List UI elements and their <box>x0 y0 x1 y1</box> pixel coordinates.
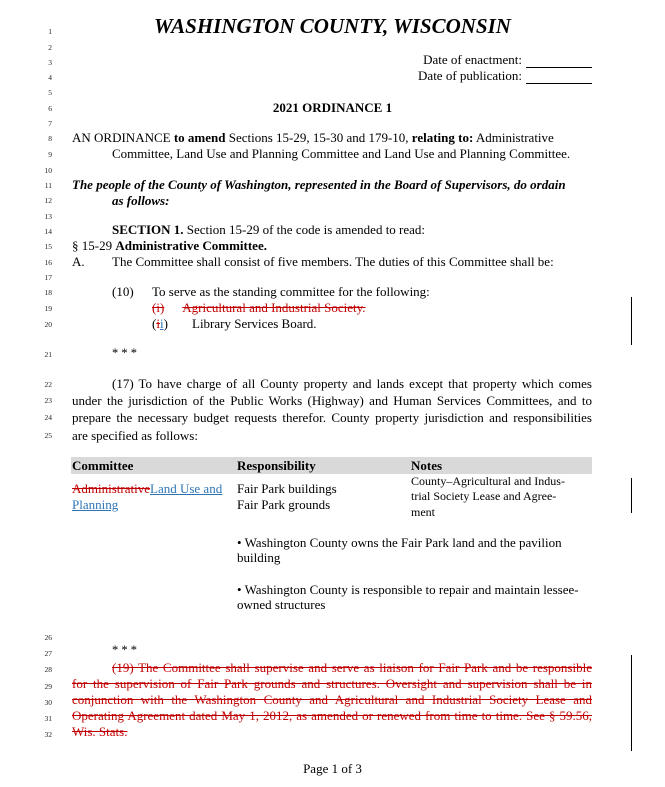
table-committee-cell <box>72 481 222 497</box>
item-17-line-4: are specified as follows: <box>72 428 198 443</box>
subsection-a-label: A. <box>72 254 85 269</box>
bullet-1-line-1: • Washington County owns the Fair Park land and the pavilion <box>237 535 562 550</box>
notes-line-3: ment <box>411 505 435 519</box>
committee-deleted: Administrative <box>72 481 150 496</box>
bullet-2-line-2: owned structures <box>237 597 326 612</box>
line-number: 30 <box>44 698 52 707</box>
page-footer: Page 1 of 3 <box>303 761 362 776</box>
notes-line-2: trial Society Lease and Agree- <box>411 489 557 503</box>
item-10-text: To serve as the standing committee for the following: <box>152 284 430 299</box>
enactment-date-row <box>423 52 592 68</box>
section-1-text: Section 15-29 of the code is amended to read: <box>183 222 426 237</box>
publication-blank <box>526 71 592 84</box>
ordain-line-1: The people of the County of Washington, represented in the Board of Supervisors, do ordain <box>72 177 566 192</box>
table-header-committee: Committee <box>72 458 134 473</box>
line-number: 27 <box>44 649 52 658</box>
table-header-responsibility: Responsibility <box>237 458 316 473</box>
line-number: 3 <box>48 58 52 67</box>
item-19-line-3: conjunction with the Washington County and Agricultural and Industrial Society Lease and <box>72 692 592 707</box>
line-number: 19 <box>44 304 52 313</box>
enactment-blank <box>526 55 592 68</box>
line-number: 7 <box>48 119 52 128</box>
item-17-line-3: prepare the necessary budget requests therefor. County property jurisdiction and responsibilities <box>72 410 592 425</box>
intro-mid: Sections 15-29, 15-30 and 179-10, <box>225 130 412 145</box>
item-19-line-5: Wis. Stats. <box>72 724 128 739</box>
table-header-notes: Notes <box>411 458 443 473</box>
library-subitem-text: Library Services Board. <box>192 316 317 331</box>
line-number: 29 <box>44 682 52 691</box>
struck-subitem-text: Agricultural and Industrial Society. <box>182 300 366 315</box>
publication-label: Date of publication: <box>418 68 522 83</box>
line-number: 8 <box>48 134 52 143</box>
line-number: 14 <box>44 227 52 236</box>
line-number: 18 <box>44 288 52 297</box>
item-17-line-1: (17) To have charge of all County property and lands except that property which comes <box>112 376 592 391</box>
line-number: 26 <box>44 633 52 642</box>
bullet-1-line-2: building <box>237 550 281 565</box>
line-number: 24 <box>44 413 52 422</box>
line-number: 1 <box>48 27 52 36</box>
asterisks-2: * * * <box>112 643 137 657</box>
struck-subitem-number: (i) <box>152 300 165 315</box>
asterisks-1: * * * <box>112 346 137 360</box>
line-number: 22 <box>44 380 52 389</box>
publication-date-row <box>418 68 592 84</box>
item-19-line-1: (19) The Committee shall supervise and serve as liaison for Fair Park and be responsible <box>112 660 592 675</box>
line-number: 6 <box>48 104 52 113</box>
table-header-row <box>71 457 592 474</box>
intro-relating: relating to: <box>411 130 474 145</box>
change-bar <box>631 478 632 513</box>
struck-subitem <box>152 300 382 316</box>
paren-open: ( <box>152 316 157 331</box>
intro-rest: Administrative <box>473 130 554 145</box>
item-10-number: (10) <box>112 284 134 299</box>
line-number: 13 <box>44 212 52 221</box>
section-1-heading <box>112 222 425 238</box>
paren-close: ) <box>163 316 168 331</box>
line-number: 12 <box>44 196 52 205</box>
inserted-numeral: i <box>159 316 164 331</box>
ordain-line-2: as follows: <box>112 193 170 208</box>
item-19-line-4: Operating Agreement dated May 1, 2012, as amended or renewed from time to time. See § 59.56, <box>72 708 592 723</box>
line-number: 10 <box>44 166 52 175</box>
line-number: 16 <box>44 258 52 267</box>
section-number: § 15-29 <box>72 238 116 253</box>
responsibility-1: Fair Park buildings <box>237 481 337 496</box>
item-19-line-2: for the supervision of Fair Park grounds and structures. Oversight and supervision shall be in <box>72 676 592 691</box>
section-1-label: SECTION 1. <box>112 222 184 237</box>
line-number: 25 <box>44 431 52 440</box>
intro-line-1 <box>72 130 554 146</box>
responsibility-2: Fair Park grounds <box>237 497 331 512</box>
change-bar <box>631 655 632 751</box>
line-number: 28 <box>44 665 52 674</box>
line-number: 32 <box>44 730 52 739</box>
line-number: 31 <box>44 714 52 723</box>
document-title: WASHINGTON COUNTY, WISCONSIN <box>154 14 511 38</box>
enactment-label: Date of enactment: <box>423 52 522 67</box>
line-number: 5 <box>48 88 52 97</box>
line-number: 15 <box>44 242 52 251</box>
line-number: 2 <box>48 43 52 52</box>
bullet-2-line-1: • Washington County is responsible to repair and maintain lessee- <box>237 582 579 597</box>
committee-inserted-2: Planning <box>72 497 119 512</box>
item-17-line-2: under the jurisdiction of the Public Works (Highway) and Human Services Committees, and to <box>72 393 592 408</box>
line-number: 20 <box>44 320 52 329</box>
intro-line-2: Committee, Land Use and Planning Committee and Land Use and Planning Committee. <box>112 146 571 161</box>
line-number: 9 <box>48 150 52 159</box>
notes-line-1: County–Agricultural and Indus- <box>411 474 565 488</box>
library-subitem-number <box>152 316 168 332</box>
deleted-numeral: i <box>156 316 160 331</box>
ordinance-number: 2021 ORDINANCE 1 <box>272 100 393 115</box>
intro-prefix: AN ORDINANCE <box>72 130 174 145</box>
subsection-a-text: The Committee shall consist of five members. The duties of this Committee shall be: <box>112 254 554 269</box>
line-number: 23 <box>44 396 52 405</box>
section-title <box>72 238 267 254</box>
intro-amend: to amend <box>173 130 226 145</box>
line-number: 21 <box>44 350 52 359</box>
section-title-text: Administrative Committee. <box>115 238 267 253</box>
line-number: 4 <box>48 73 52 82</box>
committee-inserted: Land Use and <box>150 481 223 496</box>
line-number: 11 <box>44 181 52 190</box>
change-bar <box>631 297 632 345</box>
line-number: 17 <box>44 273 52 282</box>
